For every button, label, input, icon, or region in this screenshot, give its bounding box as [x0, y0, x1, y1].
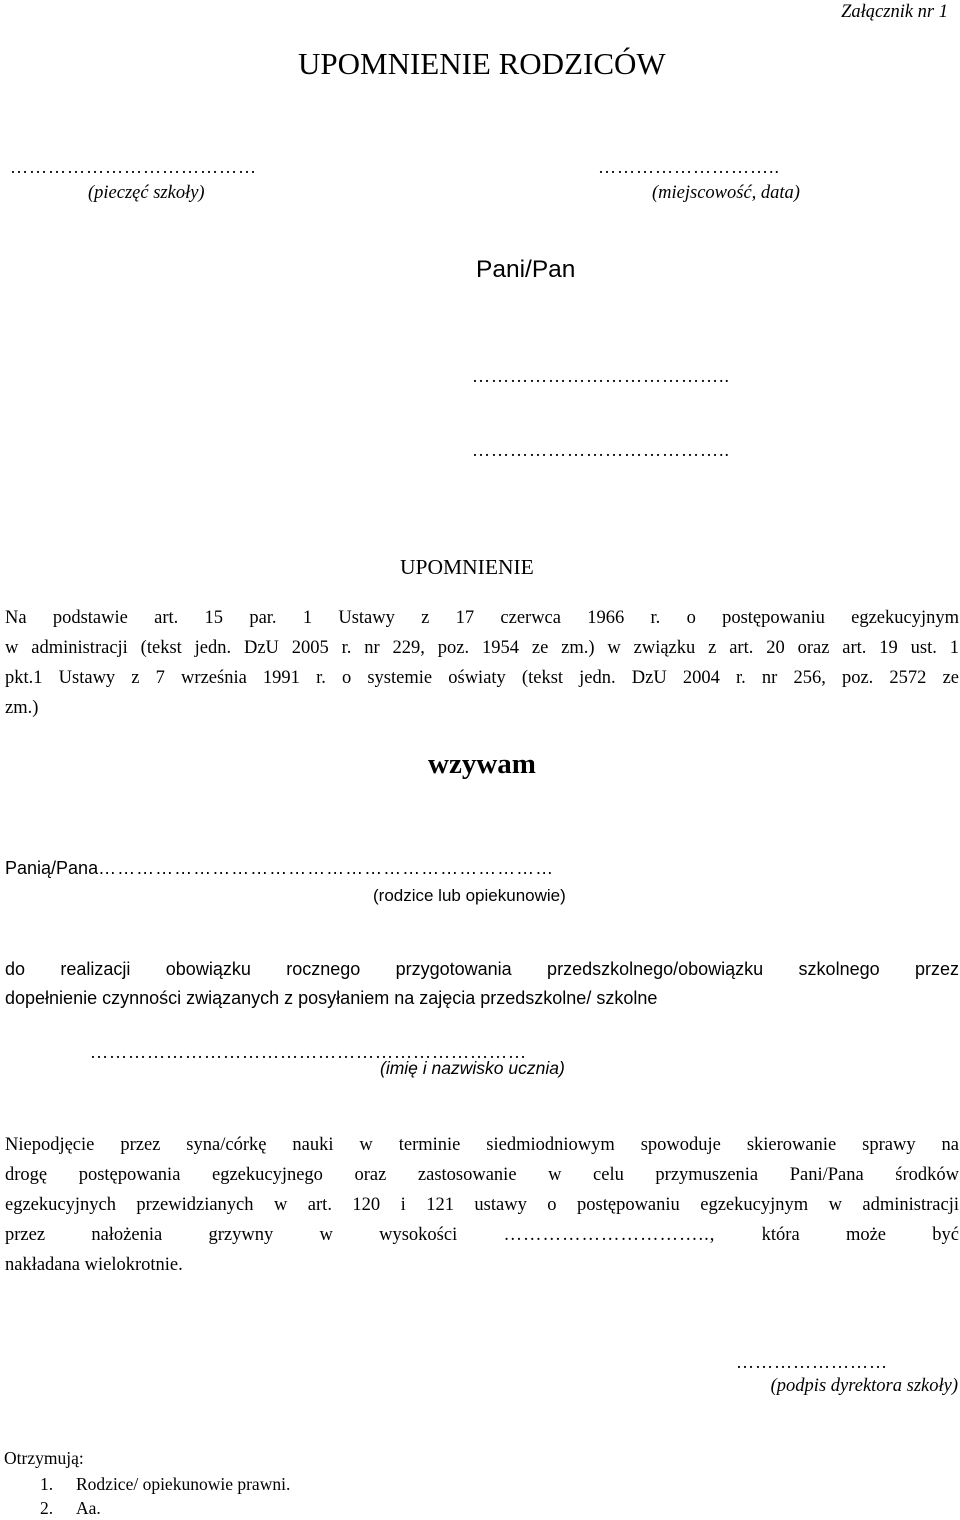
signature-dotted-line: ……………………	[736, 1352, 888, 1372]
annex-label: Załącznik nr 1	[841, 2, 948, 22]
signature-caption: (podpis dyrektora szkoły)	[770, 1376, 958, 1396]
consequence-line-2: drogę postępowania egzekucyjnego oraz zastosowanie w celu przymuszenia Pani/Pana środków	[5, 1165, 959, 1185]
legal-line-2: w administracji (tekst jedn. DzU 2005 r. nr 229, poz. 1954 ze zm.) w związku z art. 20 oraz art. 19 ust. 1	[5, 638, 959, 658]
list-item	[40, 1496, 290, 1520]
list-item	[40, 1472, 291, 1496]
obligation-line-1: do realizacji obowiązku rocznego przygotowania przedszkolnego/obowiązku szkolnego przez	[5, 959, 959, 979]
parents-dotted-line: ………………………………………………………………	[98, 858, 555, 878]
list-item-number: 2.	[40, 1498, 54, 1518]
consequence-line-1: Niepodjęcie przez syna/córkę nauki w terminie siedmiodniowym spowoduje skierowanie sprawy na	[5, 1135, 959, 1155]
addressee-salutation: Pani/Pan	[476, 256, 576, 283]
document-title: UPOMNIENIE RODZICÓW	[298, 46, 666, 81]
fine-label: przez nałożenia grzywny w wysokości	[5, 1225, 458, 1245]
warning-heading: UPOMNIENIE	[400, 555, 534, 579]
legal-line-3: pkt.1 Ustawy z 7 września 1991 r. o systemie oświaty (tekst jedn. DzU 2004 r. nr 256, poz. 2572 ze	[5, 668, 959, 688]
stamp-caption: (pieczęć szkoły)	[88, 183, 205, 203]
parents-line	[5, 858, 554, 879]
addressee-line-2: …………………………………..	[472, 440, 730, 460]
obligation-text	[5, 955, 959, 1013]
consequence-line-3: egzekucyjnych przewidzianych w art. 120 i 121 ustawy o postępowaniu egzekucyjnym w administracji	[5, 1195, 959, 1215]
consequence-line-5: nakładana wielokrotnie.	[5, 1255, 183, 1275]
addressee-line-1: …………………………………..	[472, 366, 730, 386]
place-date-caption: (miejscowość, data)	[652, 183, 800, 203]
legal-line-1: Na podstawie art. 15 par. 1 Ustawy z 17 czerwca 1966 r. o postępowaniu egzekucyjnym	[5, 608, 959, 628]
legal-basis	[5, 603, 959, 723]
recipients-list	[36, 1472, 290, 1520]
place-date-dotted-line: ………………………..	[598, 157, 780, 177]
student-caption: (imię i nazwisko ucznia)	[380, 1058, 565, 1078]
list-item-number: 1.	[40, 1474, 54, 1494]
consequence-line-4	[5, 1220, 959, 1250]
recipients-heading: Otrzymują:	[4, 1448, 84, 1468]
obligation-line-2: dopełnienie czynności związanych z posyłaniem na zajęcia przedszkolne/ szkolne	[5, 988, 658, 1008]
legal-line-4: zm.)	[5, 698, 39, 718]
list-item-text: Rodzice/ opiekunowie prawni.	[76, 1474, 291, 1494]
student-dotted-line: ……………………………………………………………	[90, 1042, 527, 1062]
stamp-dotted-line: …………………………………	[10, 157, 257, 177]
consequence-paragraph	[5, 1130, 959, 1280]
parents-label: Panią/Pana	[5, 858, 99, 878]
fine-repeat-note: która może być	[761, 1225, 960, 1245]
fine-amount-dotted-line: …………………………..,	[503, 1225, 716, 1245]
summon-word: wzywam	[428, 748, 536, 780]
parents-caption: (rodzice lub opiekunowie)	[373, 886, 566, 905]
list-item-text: Aa.	[76, 1498, 101, 1518]
